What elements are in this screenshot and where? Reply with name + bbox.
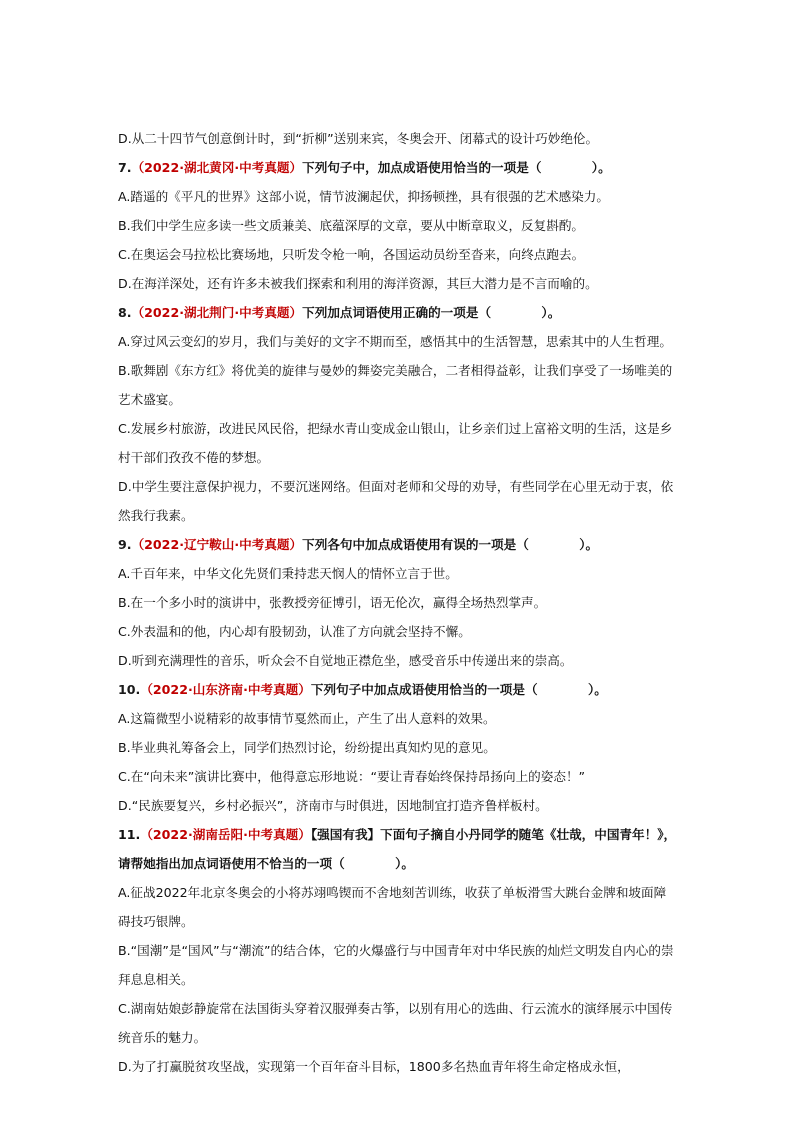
question-stem: 下列各句中加点成语使用有误的一项是（ ）。 xyxy=(302,537,599,552)
option-9b: B.在一个多小时的演讲中，张教授旁征博引，语无伦次，赢得全场热烈掌声。 xyxy=(118,595,547,610)
option-9d: D.听到充满理性的音乐，听众会不自觉地正襟危坐，感受音乐中传递出来的崇高。 xyxy=(118,653,573,668)
question-source: （2022·湖北荆门·中考真题） xyxy=(131,305,303,320)
question-7-header xyxy=(118,153,678,182)
option-8a: A.穿过风云变幻的岁月，我们与美好的文字不期而至，感悟其中的生活智慧，思索其中的人生哲理。 xyxy=(118,334,672,349)
option-10a: A.这篇微型小说精彩的故事情节戛然而止，产生了出人意料的效果。 xyxy=(118,711,496,726)
option-10d: D.“民族要复兴，乡村必振兴”，济南市与时俱进，因地制宜打造齐鲁样板村。 xyxy=(118,798,548,813)
option-8b: B.歌舞剧《东方红》将优美的旋律与曼妙的舞姿完美融合，二者相得益彰，让我们享受了一场唯美的艺术盛宴。 xyxy=(118,363,673,407)
option-8c: C.发展乡村旅游，改进民风民俗，把绿水青山变成金山银山，让乡亲们过上富裕文明的生活，这是乡村干部们孜孜不倦的梦想。 xyxy=(118,421,673,465)
question-number: 9. xyxy=(118,537,132,552)
option-7a: A.踏遥的《平凡的世界》这部小说，情节波澜起伏，抑扬顿挫，具有很强的艺术感染力。 xyxy=(118,189,609,204)
question-10-header xyxy=(118,675,678,704)
question-source: （2022·湖南岳阳·中考真题） xyxy=(140,827,311,842)
question-number: 8. xyxy=(118,305,132,320)
option-9c: C.外表温和的他，内心却有股韧劲，认准了方向就会坚持不懈。 xyxy=(118,624,471,639)
question-number: 11. xyxy=(118,827,141,842)
option-9a: A.千百年来，中华文化先贤们秉持悲天悯人的情怀立言于世。 xyxy=(118,566,458,581)
option-11b: B.“国潮”是“国风”与“潮流”的结合体，它的火爆盛行与中国青年对中华民族的灿烂文明发自内心的崇拜息息相关。 xyxy=(118,943,674,987)
question-list xyxy=(118,124,678,1081)
question-stem: 【强国有我】下面句子摘自小丹同学的随笔《壮哉，中国青年！》，请帮她指出加点词语使用不恰当的一项（ ）。 xyxy=(118,827,677,871)
option-7d: D.在海洋深处，还有许多未被我们探索和利用的海洋资源，其巨大潜力是不言而喻的。 xyxy=(118,276,598,291)
option-11a: A.征战2022年北京冬奥会的小将苏翊鸣锲而不舍地刻苦训练，收获了单板滑雪大跳台金牌和坡面障碍技巧银牌。 xyxy=(118,885,667,929)
option-7c: C.在奥运会马拉松比赛场地，只听发令枪一响，各国运动员纷至沓来，向终点跑去。 xyxy=(118,247,585,262)
option-10c: C.在“向未来”演讲比赛中，他得意忘形地说：“要让青春始终保持昂扬向上的姿态！” xyxy=(118,769,586,784)
option-8d: D.中学生要注意保护视力，不要沉迷网络。但面对老师和父母的劝导，有些同学在心里无动于衷，依然我行我素。 xyxy=(118,479,674,523)
option-10b: B.毕业典礼筹备会上，同学们热烈讨论，纷纷提出真知灼见的意见。 xyxy=(118,740,496,755)
question-source: （2022·辽宁鞍山·中考真题） xyxy=(131,537,303,552)
question-9-header xyxy=(118,530,678,559)
option-11c: C.湖南姑娘彭静旋常在法国街头穿着汉服弹奏古筝，以别有用心的选曲、行云流水的演绎展示中国传统音乐的魅力。 xyxy=(118,1001,673,1045)
question-stem: 下列句子中，加点成语使用恰当的一项是（ ）。 xyxy=(302,160,611,175)
question-source: （2022·山东济南·中考真题） xyxy=(140,682,311,697)
question-number: 7. xyxy=(118,160,132,175)
option-7b: B.我们中学生应多读一些文质兼美、底蕴深厚的文章，要从中断章取义，反复斟酌。 xyxy=(118,218,585,233)
question-11-header xyxy=(118,820,678,878)
question-number: 10. xyxy=(118,682,141,697)
question-source: （2022·湖北黄冈·中考真题） xyxy=(131,160,303,175)
option-11d: D.为了打赢脱贫攻坚战，实现第一个百年奋斗目标，1800多名热血青年将生命定格成永恒， xyxy=(118,1059,630,1074)
question-8-header xyxy=(118,298,678,327)
option-6d: D.从二十四节气创意倒计时，到“折柳”送别来宾，冬奥会开、闭幕式的设计巧妙绝伦。 xyxy=(118,131,599,146)
question-stem: 下列句子中加点成语使用恰当的一项是（ ）。 xyxy=(310,682,607,697)
question-stem: 下列加点词语使用正确的一项是（ ）。 xyxy=(302,305,561,320)
